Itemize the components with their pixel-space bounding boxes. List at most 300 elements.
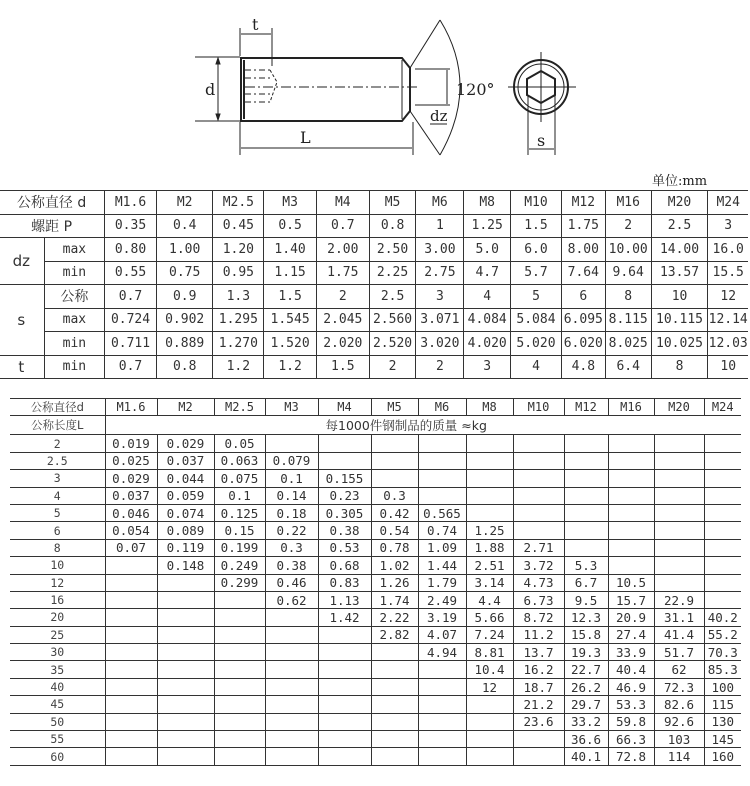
mass-row — [10, 591, 741, 608]
mass-value — [371, 452, 418, 469]
size-header: M2 — [156, 191, 213, 215]
mass-value: 0.155 — [318, 470, 371, 487]
mass-value: 40.1 — [564, 748, 608, 765]
length-value: 2 — [10, 435, 105, 452]
mass-value: 12.3 — [564, 609, 608, 626]
mass-value — [513, 748, 564, 765]
mass-value: 0.565 — [418, 504, 466, 521]
s-min-value: 2.020 — [316, 332, 369, 356]
mass-value: 8.81 — [466, 644, 513, 661]
mass-value: 19.3 — [564, 644, 608, 661]
mass-value: 0.148 — [157, 557, 214, 574]
pitch-value: 3 — [708, 214, 748, 238]
mass-value: 40.4 — [608, 661, 654, 678]
mass-value — [265, 435, 318, 452]
mass-value — [704, 487, 741, 504]
mass-size-header: M10 — [513, 399, 564, 416]
size-header: M16 — [605, 191, 651, 215]
mass-value: 1.02 — [371, 557, 418, 574]
mass-value: 4.94 — [418, 644, 466, 661]
dz-max-value: 1.20 — [213, 238, 264, 262]
mass-value: 0.074 — [157, 504, 214, 521]
mass-value — [265, 696, 318, 713]
mass-header-row — [10, 399, 741, 416]
mass-value — [318, 452, 371, 469]
mass-note: 每1000件钢制品的质量 ≈kg — [105, 416, 741, 435]
mass-value: 100 — [704, 678, 741, 695]
s-max-value: 10.115 — [651, 308, 708, 332]
mass-value — [318, 435, 371, 452]
dz-max-value: 2.00 — [316, 238, 369, 262]
mass-value — [157, 591, 214, 608]
mass-value — [371, 678, 418, 695]
mass-value: 22.9 — [654, 591, 704, 608]
mass-value — [157, 609, 214, 626]
size-header: M24 — [708, 191, 748, 215]
s-max-value: 5.084 — [511, 308, 562, 332]
mass-value — [466, 452, 513, 469]
size-header: M2.5 — [213, 191, 264, 215]
mass-row — [10, 626, 741, 643]
label-s: s — [537, 131, 546, 150]
mass-value — [418, 678, 466, 695]
mass-value — [318, 644, 371, 661]
mass-value — [564, 504, 608, 521]
mass-value: 1.25 — [466, 522, 513, 539]
mass-value: 0.079 — [265, 452, 318, 469]
mass-value: 0.054 — [105, 522, 157, 539]
mass-value — [513, 452, 564, 469]
pitch-value: 1.75 — [561, 214, 605, 238]
mass-value: 0.063 — [214, 452, 265, 469]
mass-value — [418, 470, 466, 487]
nominal-diameter-label: 公称直径 d — [0, 191, 105, 215]
mass-value — [157, 696, 214, 713]
mass-value: 46.9 — [608, 678, 654, 695]
mass-value — [608, 522, 654, 539]
s-nominal-label: 公称 — [44, 285, 105, 309]
mass-value: 0.05 — [214, 435, 265, 452]
mass-value: 33.2 — [564, 713, 608, 730]
s-min-value: 3.020 — [416, 332, 464, 356]
dz-max-value: 1.00 — [156, 238, 213, 262]
mass-value — [105, 661, 157, 678]
length-value: 6 — [10, 522, 105, 539]
header-row — [0, 191, 748, 215]
mass-value: 0.1 — [265, 470, 318, 487]
mass-value — [608, 452, 654, 469]
dz-max-value: 3.00 — [416, 238, 464, 262]
t-label: t — [0, 355, 44, 379]
mass-value — [513, 470, 564, 487]
mass-value: 0.83 — [318, 574, 371, 591]
mass-value — [564, 522, 608, 539]
mass-value — [371, 470, 418, 487]
length-value: 40 — [10, 678, 105, 695]
mass-value — [418, 435, 466, 452]
mass-value: 13.7 — [513, 644, 564, 661]
mass-value: 53.3 — [608, 696, 654, 713]
mass-value — [466, 504, 513, 521]
mass-per-1000-table — [10, 398, 741, 766]
dz-max-value: 6.0 — [511, 238, 562, 262]
mass-size-header: M4 — [318, 399, 371, 416]
mass-value: 22.7 — [564, 661, 608, 678]
t-min-value: 0.8 — [156, 355, 213, 379]
s-nominal-value: 6 — [561, 285, 605, 309]
mass-value — [318, 661, 371, 678]
s-max-label: max — [44, 308, 105, 332]
s-max-value: 6.095 — [561, 308, 605, 332]
s-min-label: min — [44, 332, 105, 356]
size-header: M8 — [464, 191, 511, 215]
mass-value — [704, 435, 741, 452]
dz-min-value: 13.57 — [651, 261, 708, 285]
mass-value — [371, 731, 418, 748]
mass-row — [10, 557, 741, 574]
mass-value — [318, 731, 371, 748]
mass-row — [10, 522, 741, 539]
pitch-value: 0.5 — [264, 214, 317, 238]
mass-value: 0.075 — [214, 470, 265, 487]
mass-value — [418, 452, 466, 469]
mass-value — [564, 435, 608, 452]
s-nominal-value: 8 — [605, 285, 651, 309]
mass-value — [105, 678, 157, 695]
t-min-value: 4.8 — [561, 355, 605, 379]
mass-value: 0.305 — [318, 504, 371, 521]
mass-value: 41.4 — [654, 626, 704, 643]
mass-value: 10.4 — [466, 661, 513, 678]
mass-value: 0.029 — [105, 470, 157, 487]
mass-value — [214, 644, 265, 661]
label-L: L — [300, 128, 311, 147]
mass-value: 1.09 — [418, 539, 466, 556]
mass-value — [157, 574, 214, 591]
s-max-row — [0, 308, 748, 332]
mass-value: 5.3 — [564, 557, 608, 574]
dz-min-value: 1.75 — [316, 261, 369, 285]
mass-value: 130 — [704, 713, 741, 730]
mass-value — [105, 591, 157, 608]
size-header: M1.6 — [105, 191, 157, 215]
mass-value — [105, 557, 157, 574]
length-value: 25 — [10, 626, 105, 643]
label-dz: dz — [430, 107, 448, 125]
t-min-label: min — [44, 355, 105, 379]
size-header: M12 — [561, 191, 605, 215]
mass-value — [371, 748, 418, 765]
dz-max-value: 8.00 — [561, 238, 605, 262]
s-nominal-value: 2 — [316, 285, 369, 309]
mass-value — [704, 522, 741, 539]
mass-value: 0.089 — [157, 522, 214, 539]
dz-min-value: 0.55 — [105, 261, 157, 285]
mass-value — [608, 487, 654, 504]
mass-size-header: M3 — [265, 399, 318, 416]
mass-value — [608, 557, 654, 574]
mass-value: 0.15 — [214, 522, 265, 539]
mass-value: 7.24 — [466, 626, 513, 643]
mass-value: 0.18 — [265, 504, 318, 521]
s-max-value: 3.071 — [416, 308, 464, 332]
s-min-value: 0.711 — [105, 332, 157, 356]
mass-value — [418, 731, 466, 748]
mass-value — [654, 574, 704, 591]
mass-value: 21.2 — [513, 696, 564, 713]
pitch-value: 1.5 — [511, 214, 562, 238]
mass-value — [214, 591, 265, 608]
mass-value — [654, 435, 704, 452]
mass-value — [371, 661, 418, 678]
mass-value — [564, 487, 608, 504]
mass-value: 2.49 — [418, 591, 466, 608]
mass-value — [466, 470, 513, 487]
mass-value — [466, 748, 513, 765]
dz-max-value: 10.00 — [605, 238, 651, 262]
mass-value — [318, 748, 371, 765]
mass-value: 55.2 — [704, 626, 741, 643]
mass-value — [654, 452, 704, 469]
mass-value — [466, 696, 513, 713]
mass-row — [10, 504, 741, 521]
mass-value — [466, 713, 513, 730]
mass-value: 0.037 — [105, 487, 157, 504]
mass-value: 72.8 — [608, 748, 654, 765]
mass-value: 1.79 — [418, 574, 466, 591]
mass-row — [10, 696, 741, 713]
mass-value: 0.68 — [318, 557, 371, 574]
mass-value: 0.62 — [265, 591, 318, 608]
mass-value — [371, 435, 418, 452]
mass-value: 2.51 — [466, 557, 513, 574]
mass-row — [10, 661, 741, 678]
mass-value: 0.38 — [318, 522, 371, 539]
s-label: s — [0, 285, 44, 356]
pitch-value: 1 — [416, 214, 464, 238]
s-max-value: 2.560 — [369, 308, 416, 332]
mass-value — [214, 748, 265, 765]
mass-size-header: M24 — [704, 399, 741, 416]
mass-value — [371, 644, 418, 661]
mass-value — [214, 731, 265, 748]
mass-size-header: M2.5 — [214, 399, 265, 416]
t-min-value: 6.4 — [605, 355, 651, 379]
mass-row — [10, 678, 741, 695]
t-min-value: 2 — [369, 355, 416, 379]
s-max-value: 1.545 — [264, 308, 317, 332]
label-d: d — [205, 80, 216, 99]
mass-value — [704, 557, 741, 574]
s-min-value: 10.025 — [651, 332, 708, 356]
mass-value: 10.5 — [608, 574, 654, 591]
s-max-value: 0.902 — [156, 308, 213, 332]
mass-value — [105, 626, 157, 643]
mass-value: 0.1 — [214, 487, 265, 504]
s-nominal-value: 1.3 — [213, 285, 264, 309]
mass-value: 6.7 — [564, 574, 608, 591]
pitch-value: 0.8 — [369, 214, 416, 238]
mass-value — [105, 609, 157, 626]
s-nominal-value: 5 — [511, 285, 562, 309]
mass-value: 0.119 — [157, 539, 214, 556]
mass-value: 12 — [466, 678, 513, 695]
mass-value: 27.4 — [608, 626, 654, 643]
t-min-value: 8 — [651, 355, 708, 379]
s-min-value: 0.889 — [156, 332, 213, 356]
size-header: M20 — [651, 191, 708, 215]
s-max-value: 1.295 — [213, 308, 264, 332]
mass-value: 160 — [704, 748, 741, 765]
dz-min-value: 5.7 — [511, 261, 562, 285]
mass-value — [564, 470, 608, 487]
mass-value — [214, 609, 265, 626]
t-min-value: 0.7 — [105, 355, 157, 379]
mass-value: 23.6 — [513, 713, 564, 730]
mass-value: 0.78 — [371, 539, 418, 556]
dz-label: dz — [0, 238, 44, 285]
mass-value: 3.14 — [466, 574, 513, 591]
mass-size-header: M1.6 — [105, 399, 157, 416]
length-value: 2.5 — [10, 452, 105, 469]
mass-row — [10, 470, 741, 487]
mass-value — [371, 696, 418, 713]
length-value: 4 — [10, 487, 105, 504]
mass-value — [318, 696, 371, 713]
mass-value — [608, 539, 654, 556]
mass-value — [157, 713, 214, 730]
mass-value — [157, 731, 214, 748]
mass-value: 11.2 — [513, 626, 564, 643]
mass-value: 0.125 — [214, 504, 265, 521]
s-nominal-value: 0.9 — [156, 285, 213, 309]
length-value: 20 — [10, 609, 105, 626]
mass-value — [513, 504, 564, 521]
mass-row — [10, 487, 741, 504]
mass-value: 62 — [654, 661, 704, 678]
mass-value — [265, 626, 318, 643]
mass-value — [513, 435, 564, 452]
length-value: 55 — [10, 731, 105, 748]
s-min-value: 1.270 — [213, 332, 264, 356]
length-value: 5 — [10, 504, 105, 521]
dz-min-value: 0.75 — [156, 261, 213, 285]
mass-value: 70.3 — [704, 644, 741, 661]
mass-value — [418, 713, 466, 730]
mass-value: 1.26 — [371, 574, 418, 591]
mass-size-header: M12 — [564, 399, 608, 416]
mass-row — [10, 644, 741, 661]
mass-value: 6.73 — [513, 591, 564, 608]
mass-row — [10, 731, 741, 748]
size-header: M4 — [316, 191, 369, 215]
mass-value — [157, 626, 214, 643]
mass-value: 0.53 — [318, 539, 371, 556]
mass-value — [214, 678, 265, 695]
s-min-value: 2.520 — [369, 332, 416, 356]
mass-value — [105, 644, 157, 661]
size-header: M5 — [369, 191, 416, 215]
s-max-value: 4.084 — [464, 308, 511, 332]
mass-size-header: M6 — [418, 399, 466, 416]
mass-value: 31.1 — [654, 609, 704, 626]
mass-value — [513, 731, 564, 748]
mass-value — [418, 748, 466, 765]
mass-row — [10, 452, 741, 469]
mass-value: 0.249 — [214, 557, 265, 574]
pitch-value: 2.5 — [651, 214, 708, 238]
mass-value: 18.7 — [513, 678, 564, 695]
mass-value — [654, 487, 704, 504]
t-min-value: 4 — [511, 355, 562, 379]
s-max-value: 12.14 — [708, 308, 748, 332]
length-value: 10 — [10, 557, 105, 574]
mass-value: 0.299 — [214, 574, 265, 591]
s-max-value: 8.115 — [605, 308, 651, 332]
mass-value: 2.22 — [371, 609, 418, 626]
mass-value: 115 — [704, 696, 741, 713]
dz-min-value: 2.25 — [369, 261, 416, 285]
length-value: 60 — [10, 748, 105, 765]
mass-value: 0.059 — [157, 487, 214, 504]
s-max-value: 2.045 — [316, 308, 369, 332]
mass-value — [564, 539, 608, 556]
mass-value: 15.8 — [564, 626, 608, 643]
t-min-value: 1.2 — [213, 355, 264, 379]
size-header: M10 — [511, 191, 562, 215]
mass-value: 114 — [654, 748, 704, 765]
mass-value — [157, 748, 214, 765]
mass-value: 72.3 — [654, 678, 704, 695]
mass-value: 36.6 — [564, 731, 608, 748]
mass-value — [608, 435, 654, 452]
length-value: 8 — [10, 539, 105, 556]
mass-value: 0.037 — [157, 452, 214, 469]
mass-value — [214, 696, 265, 713]
mass-size-header: M8 — [466, 399, 513, 416]
length-value: 3 — [10, 470, 105, 487]
mass-value: 0.54 — [371, 522, 418, 539]
mass-value: 0.46 — [265, 574, 318, 591]
mass-value: 0.046 — [105, 504, 157, 521]
dz-min-value: 1.15 — [264, 261, 317, 285]
mass-value — [157, 661, 214, 678]
dimension-spec-table — [0, 190, 748, 379]
length-value: 35 — [10, 661, 105, 678]
dz-max-row — [0, 238, 748, 262]
mass-value — [318, 626, 371, 643]
mass-size-header: M2 — [157, 399, 214, 416]
t-min-value: 2 — [416, 355, 464, 379]
mass-value: 9.5 — [564, 591, 608, 608]
mass-value: 0.23 — [318, 487, 371, 504]
mass-value: 2.71 — [513, 539, 564, 556]
mass-value: 66.3 — [608, 731, 654, 748]
mass-value — [318, 678, 371, 695]
mass-size-header: M16 — [608, 399, 654, 416]
mass-row — [10, 435, 741, 452]
mass-size-header: M20 — [654, 399, 704, 416]
mass-value: 5.66 — [466, 609, 513, 626]
mass-value — [654, 504, 704, 521]
mass-value: 20.9 — [608, 609, 654, 626]
mass-value: 92.6 — [654, 713, 704, 730]
mass-value — [371, 713, 418, 730]
s-min-value: 6.020 — [561, 332, 605, 356]
mass-row — [10, 574, 741, 591]
s-nominal-value: 3 — [416, 285, 464, 309]
mass-value: 16.2 — [513, 661, 564, 678]
